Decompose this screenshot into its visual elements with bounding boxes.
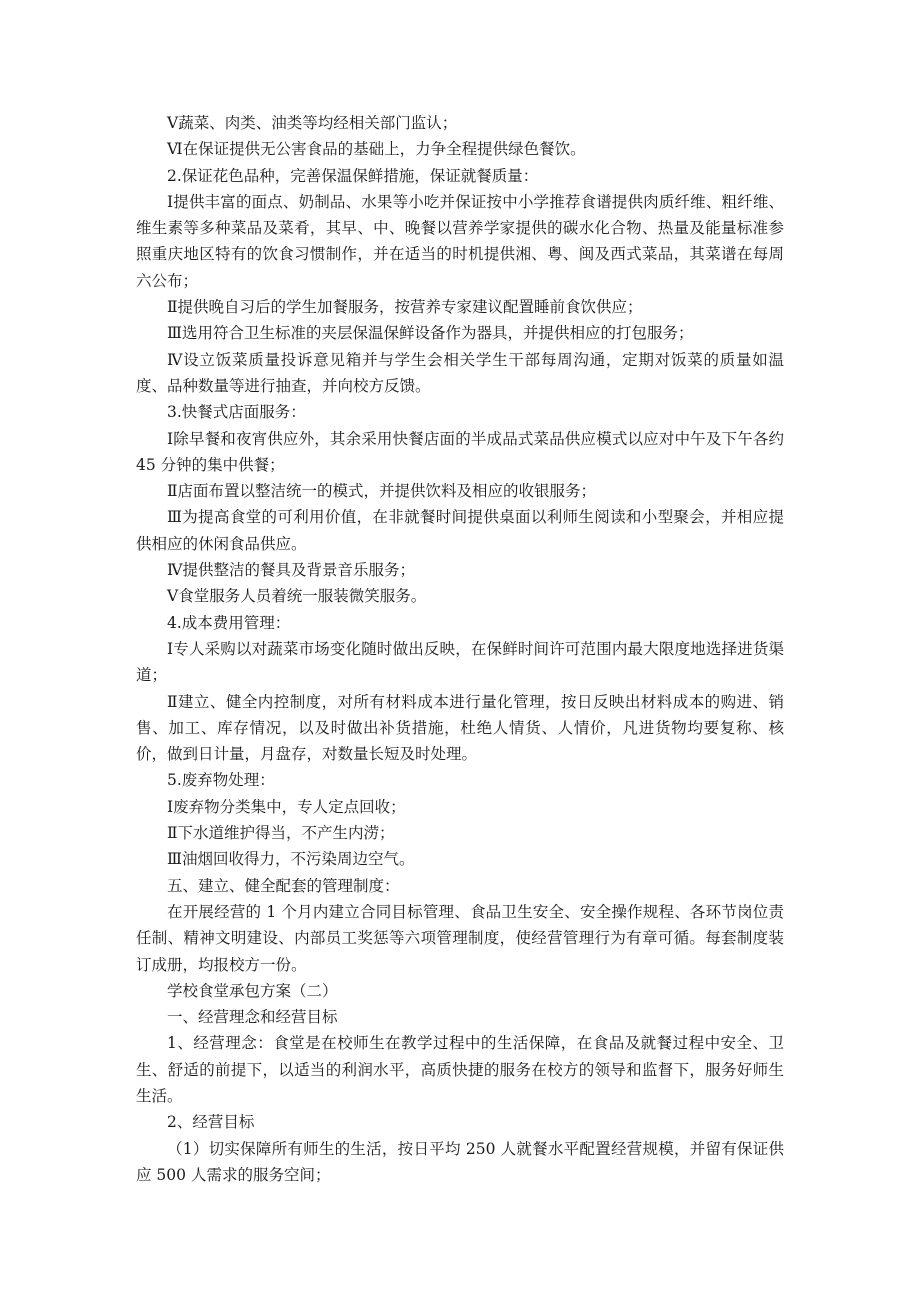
- paragraph: Ⅰ废弃物分类集中，专人定点回收；: [167, 797, 406, 816]
- paragraph: Ⅲ选用符合卫生标准的夹层保温保鲜设备作为器具，并提供相应的打包服务；: [167, 324, 694, 343]
- paragraph: Ⅲ为提高食堂的可利用价值，在非就餐时间提供桌面以利师生阅读和小型聚会，并相应提供相应的休闲食品供应。: [136, 508, 784, 553]
- paragraph: Ⅲ油烟回收得力，不污染周边空气。: [167, 850, 415, 869]
- paragraph: Ⅰ除早餐和夜宵供应外，其余采用快餐店面的半成品式菜品供应模式以应对中午及下午各约 45 分钟的集中供餐；: [136, 429, 784, 474]
- document-title: 学校食堂承包方案（二）: [167, 981, 338, 1000]
- paragraph: Ⅳ提供整洁的餐具及背景音乐服务；: [167, 561, 415, 580]
- paragraph: 在开展经营的 1 个月内建立合同目标管理、食品卫生安全、安全操作规程、各环节岗位责任制、精神文明建设、内部员工奖惩等六项管理制度，使经营管理行为有章可循。每套制度装订成册，均报校方一份。: [136, 902, 784, 974]
- section-heading: 2.保证花色品种，完善保温保鲜措施，保证就餐质量：: [167, 166, 539, 185]
- paragraph: Ⅴ食堂服务人员着统一服装微笑服务。: [167, 587, 427, 606]
- paragraph: Ⅳ设立饭菜质量投诉意见箱并与学生会相关学生干部每周沟通，定期对饭菜的质量如温度、品种数量等进行抽查，并向校方反馈。: [136, 350, 784, 395]
- paragraph: Ⅱ提供晚自习后的学生加餐服务，按营养专家建议配置睡前食饮供应；: [167, 298, 643, 317]
- section-heading: 2、经营目标: [167, 1113, 255, 1132]
- paragraph: Ⅰ提供丰富的面点、奶制品、水果等小吃并保证按中小学推荐食谱提供肉质纤维、粗纤维、维生素等多种菜品及菜肴，其早、中、晚餐以营养学家提供的碳水化合物、热量及能量标准参照重庆地区特有的饮食习惯制作，并在适当的时机提供湘、粤、闽及西式菜品，其菜谱在每周六公布；: [136, 192, 784, 290]
- paragraph: 1、经营理念：食堂是在校师生在教学过程中的生活保障，在食品及就餐过程中安全、卫生、舒适的前提下，以适当的利润水平，高质快捷的服务在校方的领导和监督下，服务好师生生活。: [136, 1034, 784, 1105]
- section-heading: 一、经营理念和经营目标: [167, 1008, 338, 1027]
- section-heading: 五、建立、健全配套的管理制度：: [167, 876, 400, 895]
- section-heading: 4.成本费用管理：: [167, 613, 291, 632]
- paragraph: Ⅴ蔬菜、肉类、油类等均经相关部门监认；: [167, 114, 458, 132]
- paragraph: Ⅱ店面布置以整洁统一的模式，并提供饮料及相应的收银服务；: [167, 482, 597, 501]
- paragraph: Ⅱ下水道维护得当，不产生内涝；: [167, 824, 395, 843]
- paragraph: Ⅰ专人采购以对蔬菜市场变化随时做出反映，在保鲜时间许可范围内最大限度地选择进货渠道；: [136, 639, 784, 685]
- paragraph: Ⅵ在保证提供无公害食品的基础上，力争全程提供绿色餐饮。: [167, 140, 586, 159]
- paragraph: （1）切实保障所有师生的生活，按日平均 250 人就餐水平配置经营规模，并留有保证供应 500 人需求的服务空间；: [136, 1139, 784, 1184]
- section-heading: 5.废弃物处理：: [167, 771, 275, 790]
- section-heading: 3.快餐式店面服务：: [167, 403, 306, 422]
- paragraph: Ⅱ建立、健全内控制度，对所有材料成本进行量化管理，按日反映出材料成本的购进、销售、加工、库存情况，以及时做出补货措施，杜绝人情货、人情价，凡进货物均要复称、核价，做到日计量，月盘存，对数量长短及时处理。: [136, 692, 784, 764]
